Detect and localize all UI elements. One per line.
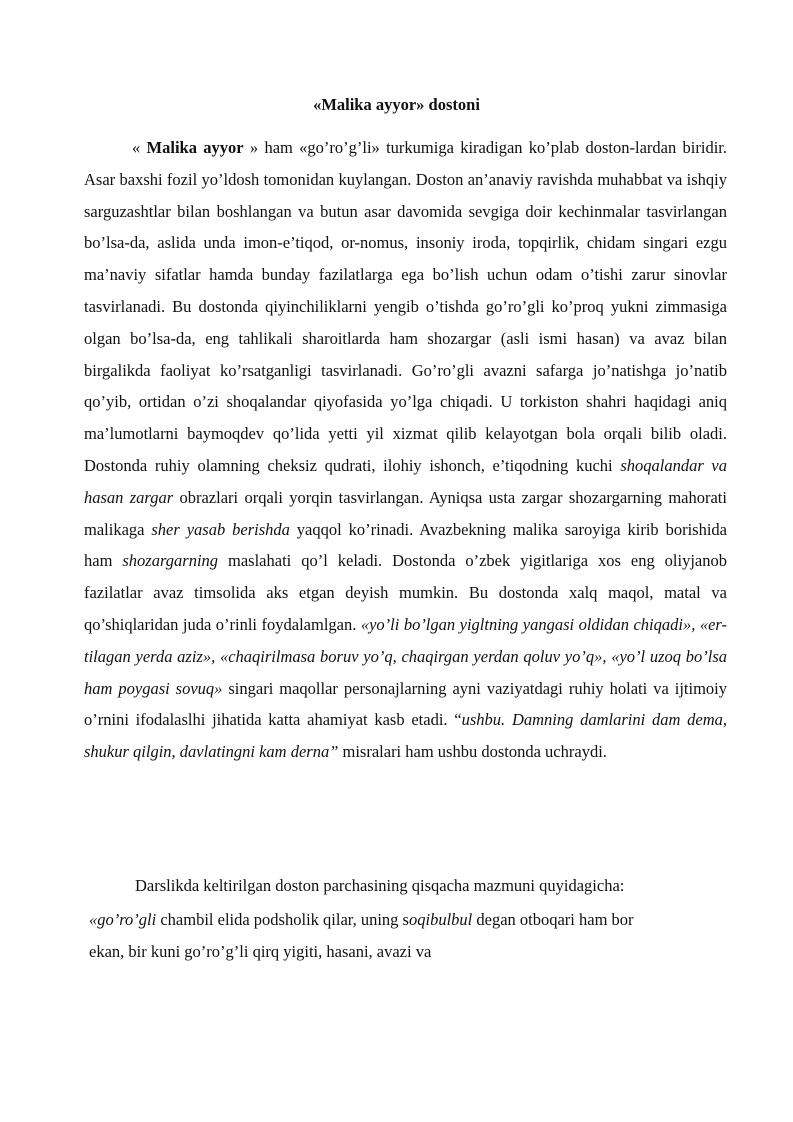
paragraph-run: ushbu. Damning damlarini dam dema, shukur qilgin, davlatingni kam derna” [84, 710, 727, 762]
summary-line1-run: oqibulbul [408, 910, 473, 929]
summary-line1-run: «go’ro’gli [89, 910, 157, 929]
summary-line-1 [89, 909, 729, 931]
paragraph-run: maslahati qo’l keladi. Dostonda o’zbek yigitlariga xos eng oliyjanob fazilatlar avaz timsolida aks etgan deyish mumkin. Bu dostonda xalq maqol, matal va qo’shiqlaridan juda o’rinli foydalamlgan. [84, 551, 727, 634]
summary-line1-run: chambil elida podsholik qilar, uning s [156, 910, 409, 929]
summary-intro: Darslikda keltirilgan doston parchasining qisqacha mazmuni quyidagicha: [135, 876, 625, 895]
paragraph-run: misralari ham ushbu dostonda uchraydi. [338, 742, 607, 762]
body-paragraph [84, 132, 727, 768]
paragraph-run: singari maqollar personajlarning ayni vaziyatdagi ruhiy holati va ijtimoiy o’rnini ifodalaslhi jihatida katta ahamiyat kasb etadi. “ [84, 678, 727, 730]
paragraph-run: Malika ayyor [146, 138, 244, 157]
paragraph-run: sher yasab berishda [151, 519, 290, 539]
paragraph-run: » ham «go’ro’g’li» turkumiga kiradigan ko’plab doston-lardan biridir. Asar baxshi fozil yo’ldosh tomonidan kuylangan. Doston an’anaviy ravishda muhabbat va ishqiy sarguzashtlar bilan boshlangan va butun asar davomida sevgiga doir kechinmalar tasvirlangan bo’lsa-da, aslida unda imon-e’tiqod, or-nomus, insoniy iroda, topqirlik, chidam singari ezgu ma’naviy sifatlar hamda bunday fazilatlarga ega bo’lish uchun odam o’tishi zarur sinovlar tasvirlanadi. Bu dostonda qiyinchiliklarni yengib o’tishda go’ro’gli ko’proq yukni zimmasiga olgan bo’lsa-da, eng tahlikali sharoitlarda ham shozargar (asli ismi hasan) va avaz bilan birgalikda faoliyat ko’rsatganligi tasvirlanadi. Go’ro’gli avazni safarga jo’natishga jo’natib qo’yib, ortidan o’zi shoqalandar qiyofasida yo’lga chiqadi. U torkiston shahri haqidagi aniq ma’lumotlarni baymoqdev qo’lida yetti yil xizmat qilib kelayotgan bola orqali bilib oladi. Dostonda ruhiy olamning cheksiz qudrati, ilohiy ishonch, e’tiqodning kuchi [84, 138, 727, 475]
paragraph-run: shozargarning [122, 551, 219, 571]
paragraph-run: yaqqol ko’rinadi. Avazbekning malika saroyiga kirib borishida ham [84, 519, 727, 571]
paragraph-run: obrazlari orqali yorqin tasvirlangan. Ayniqsa usta zargar shozargarning mahorati malikaga [84, 487, 727, 539]
summary-line-2: ekan, bir kuni go’ro’g’li qirq yigiti, hasani, avazi va [89, 942, 432, 961]
document-title: «Malika ayyor» dostoni [313, 95, 480, 114]
paragraph-run: shoqalandar va hasan zargar [84, 455, 727, 507]
summary-line1-run: degan otboqari ham bor [472, 910, 634, 929]
paragraph-run: «yo’li bo’lgan yigltning yangasi oldidan chiqadi», «er-tilagan yerda aziz», «chaqirilmasa boruv yo’q, chaqirgan yerdan qoluv yo’q», «yo’l uzoq bo’lsa ham poygasi sovuq» [84, 614, 727, 698]
paragraph-run: « [132, 138, 147, 157]
